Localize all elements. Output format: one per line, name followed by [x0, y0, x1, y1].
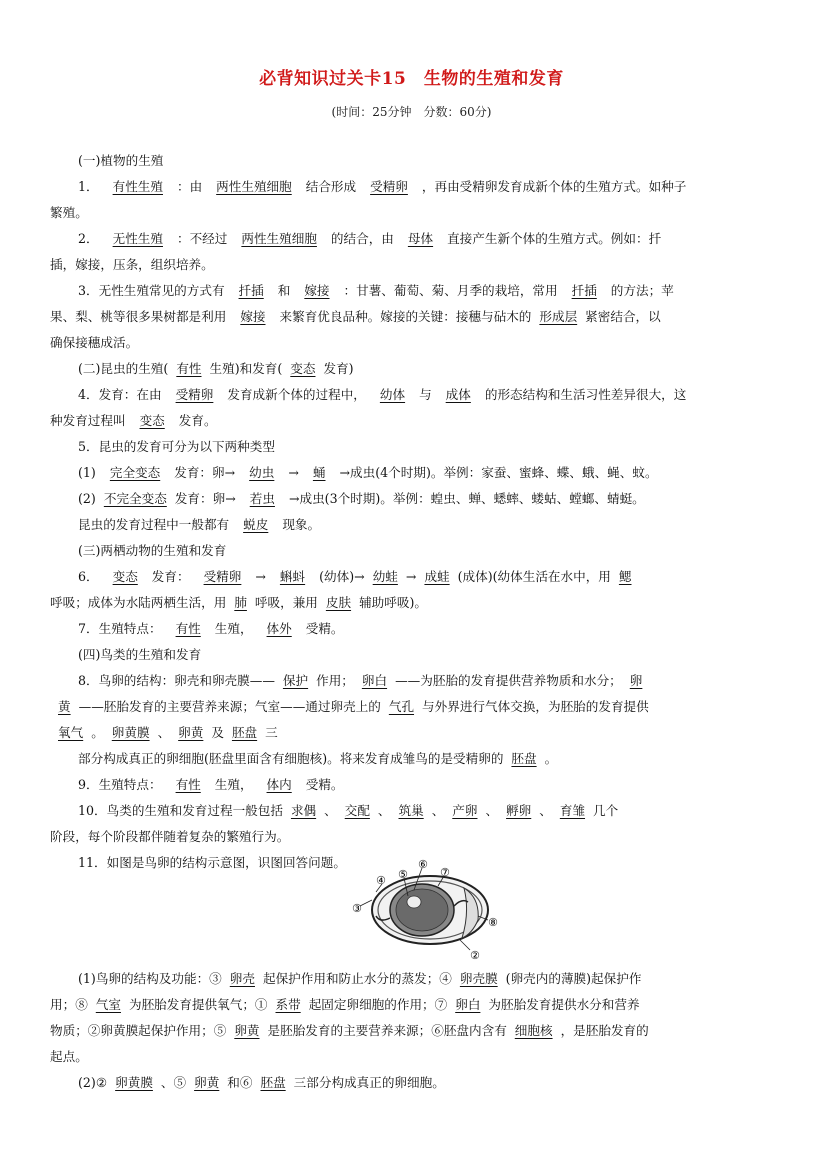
section-heading [78, 356, 778, 382]
answer-blank: 求偶 [290, 803, 317, 818]
sub-number: (2) [78, 491, 96, 506]
answer-blank: 受精卵 [203, 569, 242, 584]
question-11-1-cont [50, 992, 778, 1018]
answer-blank: 变态 [290, 361, 316, 376]
text: 。 [544, 751, 558, 766]
question-number: 9． [78, 777, 99, 792]
answer-blank: 卵白 [361, 673, 388, 688]
answer-blank: 气孔 [388, 699, 415, 714]
text: 昆虫的发育过程中一般都有 [78, 517, 230, 532]
answer-blank: 成蛙 [424, 569, 450, 584]
answer-blank: 蛹 [312, 465, 326, 480]
answer-blank: 肺 [234, 595, 247, 610]
text: 发育成新个体的过程中， [227, 387, 366, 402]
answer-blank: 胚盘 [511, 751, 537, 766]
question-number: 3． [78, 283, 99, 298]
text: →成虫(3个时期)。举例：蝗虫、蝉、蟋蟀、蝼蛄、螳螂、蜻蜓。 [288, 491, 645, 506]
text: 和⑥ [227, 1075, 253, 1090]
text: 发育：卵→ [174, 491, 236, 506]
text: 辅助呼吸)。 [359, 595, 427, 610]
answer-blank: 扦插 [238, 283, 264, 298]
text: 鸟卵的结构：卵壳和卵壳膜—— [98, 673, 275, 688]
answer-blank: 变态 [139, 413, 165, 428]
answer-blank: 变态 [112, 569, 138, 584]
text: (卵壳内的薄膜)起保护作 [505, 971, 642, 986]
section-heading: (三)两栖动物的生殖和发育 [78, 543, 227, 558]
text: 物质；②卵黄膜起保护作用；⑤ [50, 1023, 227, 1038]
text: → [255, 569, 266, 584]
text: ——胚胎发育的主要营养来源；气室——通过卵壳上的 [78, 699, 381, 714]
text: 呼吸，兼用 [254, 595, 318, 610]
answer-blank: 嫁接 [304, 283, 330, 298]
text: 直接产生新个体的生殖方式。例如：扦 [447, 231, 662, 246]
text: 的结合，由 [330, 231, 394, 246]
answer-blank: 氧气 [58, 725, 84, 740]
answer-blank: 育雏 [559, 803, 586, 818]
question-8-cont2 [50, 720, 778, 746]
text: ：由 [176, 179, 203, 194]
answer-blank: 成体 [445, 387, 471, 402]
answer-blank: 卵黄 [234, 1023, 260, 1038]
text: 起固定卵细胞的作用；⑦ [308, 997, 448, 1012]
answer-blank: 皮肤 [325, 595, 352, 610]
answer-blank: 完全变态 [109, 465, 161, 480]
question-1-cont: 繁殖。 [50, 205, 88, 220]
text: (幼体)→ [319, 569, 365, 584]
answer-blank: 保护 [282, 673, 309, 688]
question-10-cont: 阶段，每个阶段都伴随着复杂的繁殖行为。 [50, 829, 290, 844]
answer-blank: 有性 [176, 361, 202, 376]
yolk-inner [396, 889, 448, 931]
text: 呼吸；成体为水陆两栖生活，用 [50, 595, 227, 610]
text: 与外界进行气体交换，为胚胎的发育提供 [422, 699, 649, 714]
text: 发育：卵→ [174, 465, 236, 480]
question-number: 5． [78, 439, 99, 454]
answer-blank: 产卵 [452, 803, 478, 818]
answer-blank: 卵黄膜 [111, 725, 150, 740]
text: ：不经过 [176, 231, 228, 246]
text: ，再由受精卵发育成新个体的生殖方式。如种子 [421, 179, 687, 194]
text: 紧密结合，以 [585, 309, 661, 324]
answer-blank: 卵壳 [229, 971, 255, 986]
question-number: 8． [78, 673, 99, 688]
text: 生殖)和发育( [209, 361, 283, 376]
text: (成体)(幼体生活在水中，用 [457, 569, 611, 584]
text: →成虫(4个时期)。举例：家蚕、蜜蜂、蝶、蛾、蝇、蚊。 [339, 465, 658, 480]
answer-blank: 有性生殖 [112, 179, 163, 194]
text: 生殖特点： [98, 621, 162, 636]
text: 发育： [151, 569, 190, 584]
question-11-answers [50, 966, 778, 1096]
text: 生殖， [214, 777, 253, 792]
answer-blank: 卵壳膜 [459, 971, 498, 986]
text: ，是胚胎发育的 [560, 1023, 649, 1038]
text: (1)鸟卵的结构及功能：③ [78, 971, 222, 986]
section-heading: (一)植物的生殖 [78, 153, 164, 168]
question-number: 1． [78, 179, 99, 194]
question-6 [78, 564, 778, 590]
label-2: ② [470, 949, 480, 960]
text: 为胚胎发育提供水分和营养 [488, 997, 640, 1012]
question-number: 2． [78, 231, 99, 246]
text: 和 [277, 283, 291, 298]
answer-blank: 黄 [58, 699, 71, 714]
text: 昆虫的发育可分为以下两种类型 [98, 439, 275, 454]
question-5-1 [78, 460, 778, 486]
text: 用；⑧ [50, 997, 88, 1012]
question-3-cont [50, 304, 778, 330]
text: 、⑤ [160, 1075, 187, 1090]
text: 部分构成真正的卵细胞(胚盘里面含有细胞核)。将来发育成雏鸟的是受精卵的 [78, 751, 504, 766]
answer-blank: 蜕皮 [243, 517, 269, 532]
answer-blank: 幼体 [379, 387, 406, 402]
question-6-cont [50, 590, 778, 616]
text: 及 [211, 725, 224, 740]
question-1 [78, 174, 778, 200]
question-4-cont [50, 408, 778, 434]
answer-blank: 鳃 [618, 569, 632, 584]
answer-blank: 体内 [266, 777, 292, 792]
answer-blank: 蝌蚪 [279, 569, 306, 584]
question-3-cont2: 确保接穗成活。 [50, 335, 139, 350]
text: 是胚胎发育的主要营养来源；⑥胚盘内含有 [267, 1023, 507, 1038]
answer-blank: 气室 [95, 997, 121, 1012]
answer-blank: 扦插 [571, 283, 597, 298]
text: 受精。 [305, 777, 344, 792]
question-7 [78, 616, 778, 642]
question-5-2 [78, 486, 778, 512]
text: 的形态结构和生活习性差异很大，这 [484, 387, 687, 402]
answer-blank: 卵黄膜 [115, 1075, 153, 1090]
question-8 [78, 668, 778, 694]
text: 作用； [316, 673, 354, 688]
answer-blank: 细胞核 [514, 1023, 553, 1038]
answer-blank: 交配 [344, 803, 370, 818]
answer-blank: 卵白 [455, 997, 481, 1012]
answer-blank: 若虫 [249, 491, 275, 506]
text: 果、梨、桃等很多果树都是利用 [50, 309, 227, 324]
question-10 [78, 798, 778, 824]
answer-blank: 幼虫 [249, 465, 275, 480]
text: 几个 [593, 803, 619, 818]
question-4 [78, 382, 778, 408]
question-11-2 [78, 1070, 778, 1096]
answer-blank: 不完全变态 [103, 491, 167, 506]
question-number: 4． [78, 387, 99, 402]
question-2 [78, 226, 778, 252]
text: → [288, 465, 299, 480]
section-heading: (四)鸟类的生殖和发育 [78, 647, 202, 662]
question-5-3 [78, 512, 778, 538]
label-8: ⑧ [488, 916, 498, 929]
text: 受精。 [305, 621, 344, 636]
question-number: 11． [78, 855, 107, 870]
page-subtitle: (时间：25分钟 分数：60分) [331, 105, 492, 119]
answer-blank: 孵卵 [506, 803, 532, 818]
text: 生殖， [214, 621, 253, 636]
text: 无性生殖常见的方式有 [98, 283, 225, 298]
page-title: 必背知识过关卡15 生物的生殖和发育 [259, 69, 564, 89]
answer-blank: 卵黄 [178, 725, 204, 740]
separator: 、 [485, 803, 499, 818]
answer-blank: 有性 [175, 621, 201, 636]
text: ：甘薯、葡萄、菊、月季的栽培，常用 [343, 283, 558, 298]
question-5 [78, 434, 778, 460]
text: 发育：在由 [98, 387, 162, 402]
text: 与 [419, 387, 432, 402]
leader-line [460, 940, 470, 950]
answer-blank: 胚盘 [231, 725, 258, 740]
label-7: ⑦ [440, 866, 450, 879]
answer-blank: 体外 [266, 621, 292, 636]
answer-blank: 系带 [275, 997, 301, 1012]
question-9 [78, 772, 778, 798]
question-number: 7． [78, 621, 99, 636]
answer-blank: 卵黄 [194, 1075, 220, 1090]
separator: 、 [431, 803, 445, 818]
answer-blank: 无性生殖 [112, 231, 163, 246]
answer-blank: 有性 [175, 777, 201, 792]
question-3 [78, 278, 778, 304]
text: 如图是鸟卵的结构示意图，识图回答问题。 [106, 855, 346, 870]
text: 发育。 [178, 413, 217, 428]
text: 种发育过程叫 [50, 413, 126, 428]
text: 为胚胎发育提供氧气；① [128, 997, 268, 1012]
question-number: 10． [78, 803, 107, 818]
answer-blank: 母体 [407, 231, 434, 246]
question-8-cont [50, 694, 778, 720]
text: 鸟类的生殖和发育过程一般包括 [106, 803, 283, 818]
text: 三 [265, 725, 278, 740]
answer-blank: 形成层 [539, 309, 578, 324]
label-3: ③ [352, 902, 362, 915]
text: 结合形成 [305, 179, 357, 194]
answer-blank: 胚盘 [260, 1075, 286, 1090]
separator: 、 [377, 803, 391, 818]
text: 、 [157, 725, 171, 740]
germinal-disc [407, 896, 421, 908]
bird-egg-diagram [352, 828, 502, 960]
answer-blank: 幼蛙 [372, 569, 398, 584]
text: (二)昆虫的生殖( [78, 361, 169, 376]
separator: 、 [324, 803, 337, 818]
text: → [405, 569, 417, 584]
text: 的方法；苹 [610, 283, 674, 298]
question-2-cont: 插，嫁接，压条，组织培养。 [50, 257, 214, 272]
text: 三部分构成真正的卵细胞。 [293, 1075, 445, 1090]
text: 起保护作用和防止水分的蒸发；④ [262, 971, 452, 986]
answer-blank: 两性生殖细胞 [216, 179, 292, 194]
answer-blank: 嫁接 [240, 309, 266, 324]
text: 。 [91, 725, 104, 740]
sub-number: (1) [78, 465, 96, 480]
text: 生殖特点： [98, 777, 162, 792]
label-6: ⑥ [418, 858, 428, 871]
text: (2)② [78, 1075, 108, 1090]
answer-blank: 受精卵 [175, 387, 214, 402]
text: 来繁育优良品种。嫁接的关键：接穗与砧木的 [279, 309, 532, 324]
question-11-1-cont2 [50, 1018, 778, 1044]
label-5: ⑤ [398, 868, 408, 881]
text: ——为胚胎的发育提供营养物质和水分； [395, 673, 622, 688]
answer-blank: 两性生殖细胞 [241, 231, 317, 246]
text: 发育) [323, 361, 354, 376]
question-11-1-cont3: 起点。 [50, 1049, 88, 1064]
answer-blank: 卵 [629, 673, 643, 688]
text: 现象。 [282, 517, 321, 532]
separator: 、 [539, 803, 552, 818]
question-8-cont3 [78, 746, 778, 772]
question-11-1 [78, 966, 778, 992]
answer-blank: 受精卵 [370, 179, 408, 194]
answer-blank: 筑巢 [398, 803, 424, 818]
question-number: 6． [78, 569, 99, 584]
worksheet-content [50, 148, 778, 876]
label-4: ④ [376, 874, 386, 887]
